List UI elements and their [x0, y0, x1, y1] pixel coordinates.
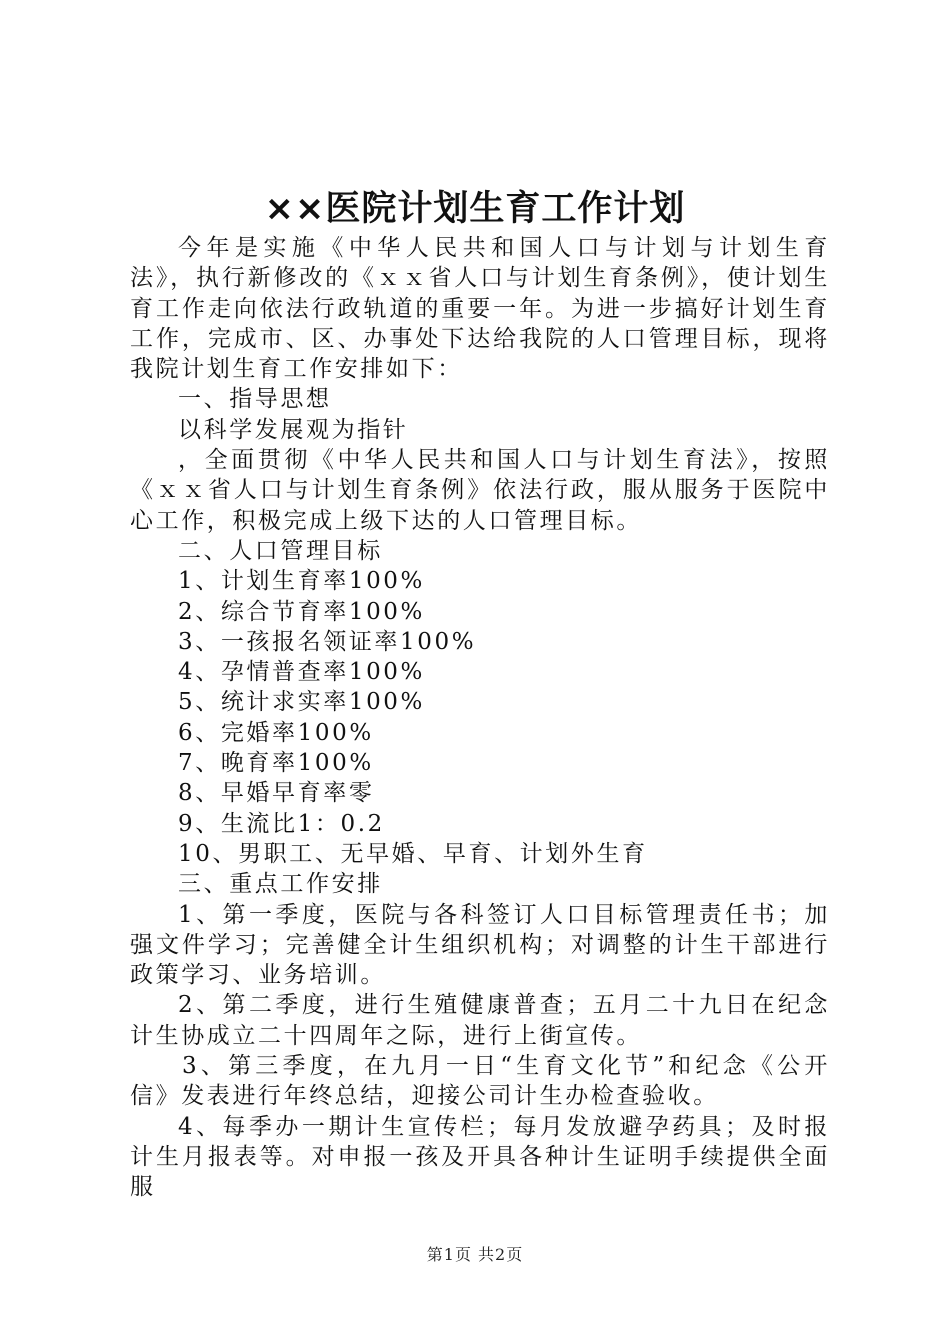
document-body: [130, 233, 830, 1203]
document-title: ××医院计划生育工作计划: [264, 189, 686, 229]
section-heading-population-targets: 二、人口管理目标: [178, 537, 383, 564]
target-item: 2、综合节育率100%: [178, 598, 425, 625]
guiding-principle-line: 以科学发展观为指针: [178, 416, 409, 443]
guiding-thought-paragraph: ，全面贯彻《中华人民共和国人口与计划生育法》，按照《ｘｘ省人口与计划生育条例》依法行政，服从服务于医院中心工作，积极完成上级下达的人口管理目标。: [130, 447, 830, 534]
target-item: 6、完婚率100%: [178, 719, 374, 746]
key-work-item: 1、第一季度，医院与各科签订人口目标管理责任书；加强文件学习；完善健全计生组织机构；对调整的计生干部进行政策学习、业务培训。: [130, 901, 830, 989]
intro-paragraph: 今年是实施《中华人民共和国人口与计划与计划生育法》，执行新修改的《ｘｘ省人口与计划生育条例》，使计划生育工作走向依法行政轨道的重要一年。为进一步搞好计划生育工作，完成市、区、办事处下达给我院的人口管理目标，现将我院计划生育工作安排如下：: [130, 235, 830, 383]
key-work-item: 3、第三季度，在九月一日“生育文化节”和纪念《公开信》发表进行年终总结，迎接公司计生办检查验收。: [130, 1053, 830, 1110]
target-item: 5、统计求实率100%: [178, 689, 425, 716]
page-footer: 第1页 共2页: [426, 1245, 524, 1264]
target-item: 1、计划生育率100%: [178, 568, 425, 595]
key-work-item: 2、第二季度，进行生殖健康普查；五月二十九日在纪念计生协成立二十四周年之际，进行上街宣传。: [130, 992, 830, 1049]
section-heading-guiding-thought: 一、指导思想: [178, 386, 332, 413]
section-heading-key-work: 三、重点工作安排: [178, 871, 383, 898]
target-item: 8、早婚早育率零: [178, 780, 375, 807]
target-item: 9、生流比1：0.2: [178, 810, 385, 837]
key-work-item: 4、每季办一期计生宣传栏；每月发放避孕药具；及时报计生月报表等。对申报一孩及开具各种计生证明手续提供全面服: [130, 1113, 830, 1201]
target-item: 3、一孩报名领证率100%: [178, 628, 477, 655]
target-item: 10、男职工、无早婚、早育、计划外生育: [178, 840, 648, 867]
target-item: 7、晚育率100%: [178, 750, 374, 777]
target-item: 4、孕情普查率100%: [178, 659, 425, 686]
